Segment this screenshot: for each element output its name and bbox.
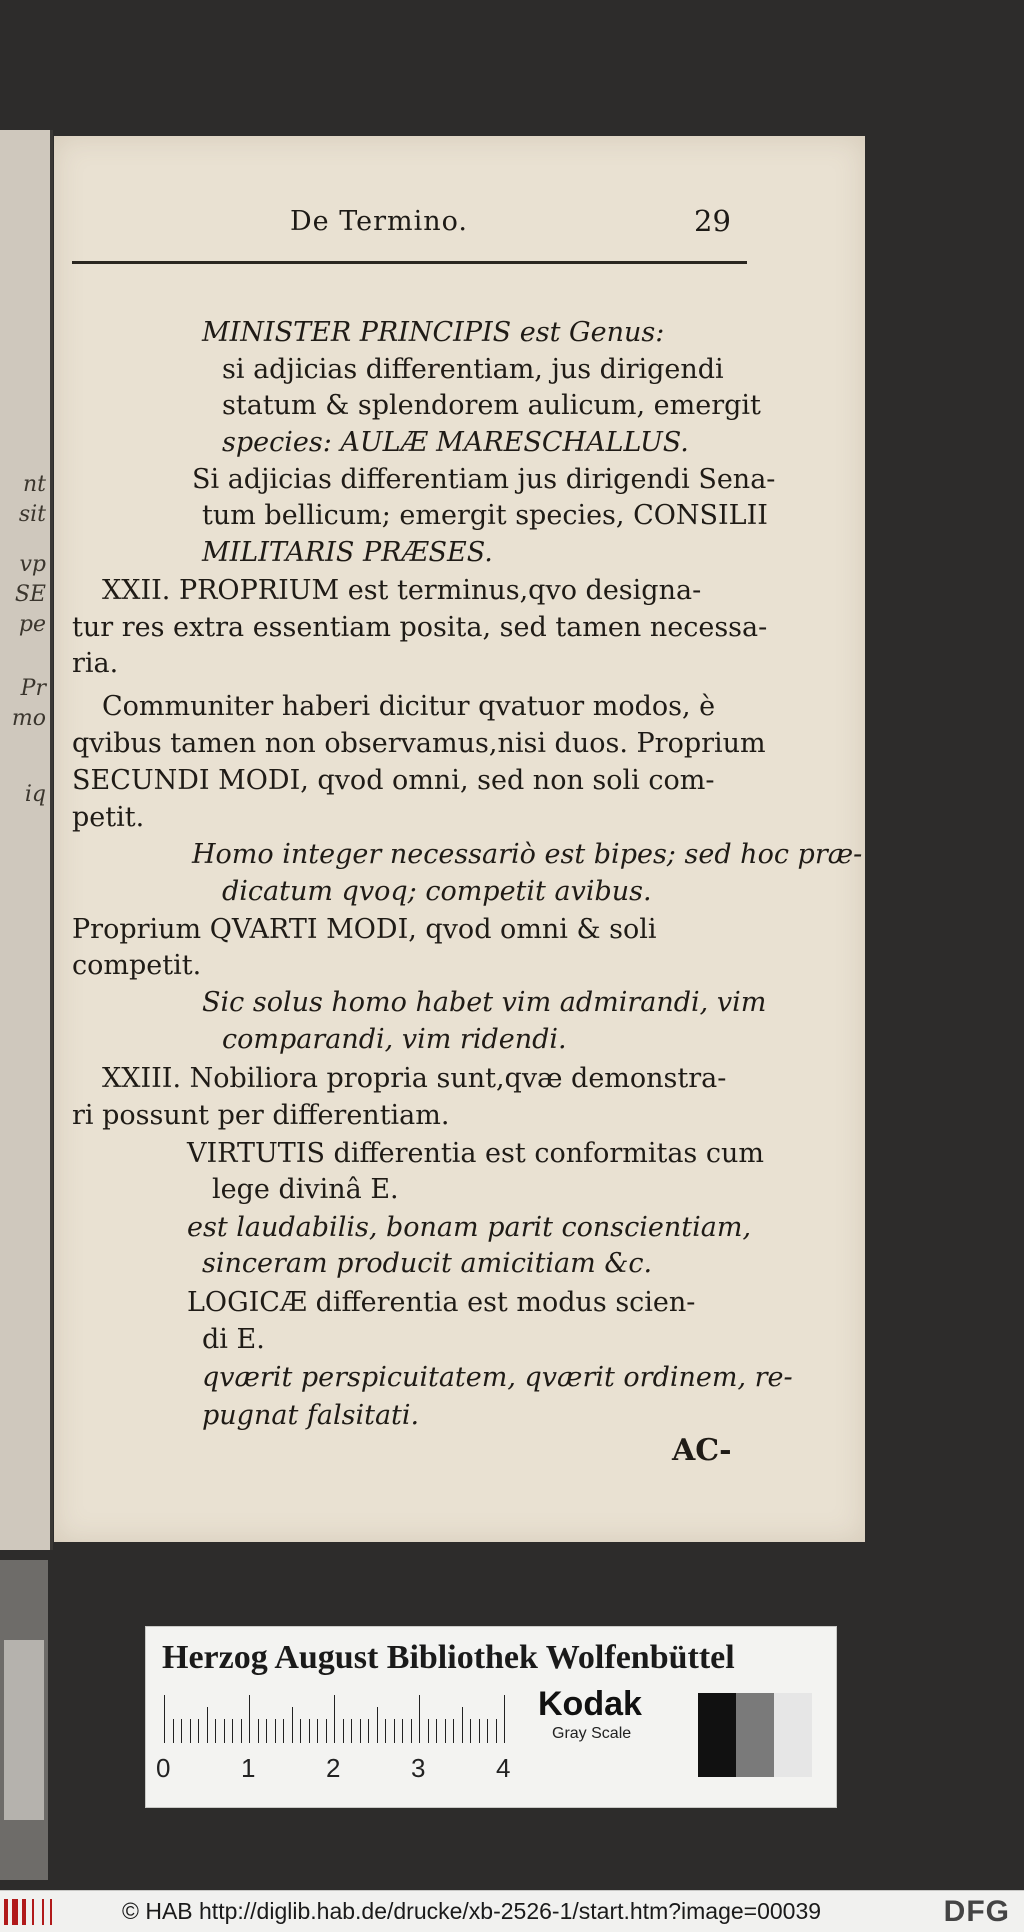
text-line: Si adjicias differentiam jus dirigendi Sena-: [192, 464, 776, 495]
text-line: dicatum qvoq; competit avibus.: [222, 876, 652, 907]
text-line: sinceram producit amicitiam &c.: [202, 1248, 653, 1279]
facing-page-fragment: Pr: [20, 676, 46, 701]
text-line: ria.: [72, 648, 119, 679]
ruler-tick: [445, 1719, 446, 1743]
ruler-tick: [487, 1719, 488, 1743]
viewer-footer: [0, 1890, 1024, 1932]
ruler-tick: [377, 1707, 378, 1743]
facing-page-fragment: nt: [22, 472, 46, 497]
ruler-tick: [241, 1719, 242, 1743]
ruler-number: 2: [326, 1753, 341, 1783]
facing-page-fragment: vp: [19, 552, 46, 577]
ruler-tick: [351, 1719, 352, 1743]
ruler-tick: [343, 1719, 344, 1743]
facing-page-fragment: pe: [18, 612, 46, 637]
barcode-bar: [12, 1899, 18, 1925]
text-line: pugnat falsitati.: [202, 1400, 420, 1431]
ruler-tick: [198, 1719, 199, 1743]
ruler-tick: [470, 1719, 471, 1743]
ruler-tick: [181, 1719, 182, 1743]
barcode-icon: [4, 1899, 48, 1925]
ruler-number: 3: [411, 1753, 426, 1783]
text-line: VIRTUTIS differentia est conformitas cum: [187, 1138, 764, 1169]
text-line: ri possunt per differentiam.: [72, 1100, 450, 1131]
facing-page-fragment: mo: [11, 706, 46, 731]
running-head: De Termino.: [290, 206, 468, 237]
ruler-tick: [258, 1719, 259, 1743]
text-line: comparandi, vim ridendi.: [222, 1024, 567, 1055]
ruler-tick: [385, 1719, 386, 1743]
gray-scale-label: Gray Scale: [552, 1725, 632, 1742]
ruler-tick: [232, 1719, 233, 1743]
ruler-tick: [368, 1719, 369, 1743]
ruler-number: 4: [496, 1753, 511, 1783]
facing-page-fragment: sit: [18, 502, 46, 527]
ruler-tick: [496, 1719, 497, 1743]
text-line: MILITARIS PRÆSES.: [202, 537, 493, 568]
barcode-bar: [22, 1899, 26, 1925]
page-header: [54, 206, 865, 246]
facing-page-edge: [0, 130, 53, 1550]
text-line: petit.: [72, 802, 145, 833]
ruler-tick: [275, 1719, 276, 1743]
page-number: 29: [694, 204, 731, 238]
barcode-bar: [4, 1899, 8, 1925]
ruler-tick: [462, 1707, 463, 1743]
text-line: est laudabilis, bonam parit conscientiam,: [187, 1212, 752, 1243]
text-line: tur res extra essentiam posita, sed tamen necessa-: [72, 612, 768, 643]
ruler-tick: [215, 1719, 216, 1743]
swatch-black: [698, 1693, 736, 1777]
text-line: XXIII. Nobiliora propria sunt,qvæ demonstra-: [102, 1063, 727, 1094]
text-line: di E.: [202, 1324, 265, 1355]
ruler-tick: [309, 1719, 310, 1743]
text-line: Sic solus homo habet vim admirandi, vim: [202, 987, 767, 1018]
barcode-bar: [50, 1899, 52, 1925]
ruler-tick: [479, 1719, 480, 1743]
ruler-tick: [292, 1707, 293, 1743]
ruler-tick: [428, 1719, 429, 1743]
text-line: Proprium QVARTI MODI, qvod omni & soli: [72, 914, 657, 945]
facing-page-label: [4, 1640, 44, 1820]
book-page: [54, 136, 865, 1542]
ruler-tick: [207, 1707, 208, 1743]
ruler-tick: [394, 1719, 395, 1743]
text-line: LOGICÆ differentia est modus scien-: [187, 1287, 696, 1318]
header-rule: [72, 261, 747, 264]
facing-page-fragment: SE: [14, 582, 46, 607]
text-line: species: AULÆ MARESCHALLUS.: [222, 427, 689, 458]
ruler-tick: [190, 1719, 191, 1743]
text-line: MINISTER PRINCIPIS est Genus:: [202, 317, 665, 348]
ruler-tick: [224, 1719, 225, 1743]
facing-page-fragment: iq: [24, 782, 46, 807]
text-line: Homo integer necessariò est bipes; sed hoc præ-: [192, 839, 863, 870]
ruler-tick: [504, 1695, 505, 1743]
ruler-tick: [436, 1719, 437, 1743]
ruler-tick: [249, 1695, 250, 1743]
barcode-bar: [32, 1899, 34, 1925]
dfg-logo: DFG: [943, 1895, 1010, 1928]
ruler-number: 1: [241, 1753, 256, 1783]
catchword: AC-: [672, 1433, 732, 1468]
text-line: lege divinâ E.: [212, 1174, 399, 1205]
color-calibration-bar: [145, 1626, 837, 1808]
ruler-tick: [334, 1695, 335, 1743]
text-line: qværit perspicuitatem, qværit ordinem, re-: [202, 1362, 793, 1393]
text-line: SECUNDI MODI, qvod omni, sed non soli com-: [72, 765, 715, 796]
ruler-tick: [173, 1719, 174, 1743]
ruler-tick: [283, 1719, 284, 1743]
text-line: competit.: [72, 950, 202, 981]
ruler-tick: [402, 1719, 403, 1743]
text-line: tum bellicum; emergit species, CONSILII: [202, 500, 768, 531]
ruler-tick: [453, 1719, 454, 1743]
ruler-tick: [411, 1719, 412, 1743]
ruler-tick: [164, 1695, 165, 1743]
swatch-mid-gray: [736, 1693, 774, 1777]
text-line: statum & splendorem aulicum, emergit: [222, 390, 761, 421]
text-line: XXII. PROPRIUM est terminus,qvo designa-: [102, 575, 702, 606]
ruler-tick: [300, 1719, 301, 1743]
ruler-tick: [419, 1695, 420, 1743]
library-name: Herzog August Bibliothek Wolfenbüttel: [162, 1639, 735, 1676]
ruler-tick: [360, 1719, 361, 1743]
ruler-tick: [317, 1719, 318, 1743]
text-line: Communiter haberi dicitur qvatuor modos, è: [102, 691, 716, 722]
swatch-light-gray: [774, 1693, 812, 1777]
text-line: qvibus tamen non observamus,nisi duos. Proprium: [72, 728, 766, 759]
text-line: si adjicias differentiam, jus dirigendi: [222, 354, 724, 385]
barcode-bar: [42, 1899, 44, 1925]
ruler: [164, 1693, 504, 1743]
ruler-number: 0: [156, 1753, 171, 1783]
copyright-link[interactable]: © HAB http://diglib.hab.de/drucke/xb-2526-1/start.htm?image=00039: [122, 1898, 822, 1924]
ruler-tick: [266, 1719, 267, 1743]
ruler-tick: [326, 1719, 327, 1743]
kodak-logo: Kodak: [538, 1685, 642, 1723]
